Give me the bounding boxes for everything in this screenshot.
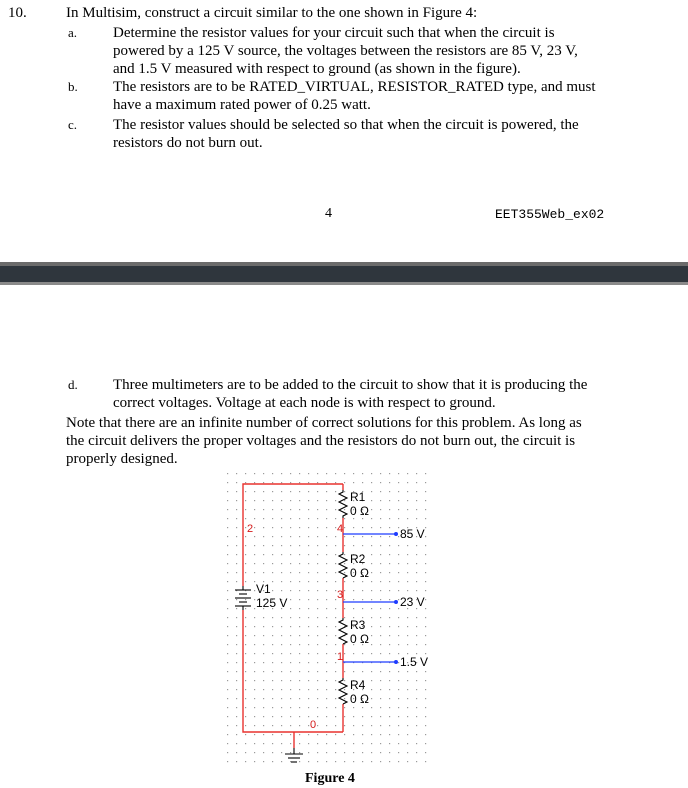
item-d-label: d.	[68, 377, 78, 392]
r1-value: 0 Ω	[350, 504, 369, 518]
page-separator	[0, 266, 688, 282]
note-line-1: Note that there are an infinite number of correct solutions for this problem. As long as	[66, 415, 582, 431]
item-d-line-2: correct voltages. Voltage at each node is with respect to ground.	[113, 395, 496, 411]
v1-name: V1	[256, 582, 271, 596]
grid-background	[224, 470, 434, 768]
figure-caption: Figure 4	[305, 771, 355, 786]
item-c-label: c.	[68, 117, 78, 132]
r2-value: 0 Ω	[350, 566, 369, 580]
v1-value: 125 V	[256, 596, 288, 610]
node-label-2: 2	[247, 523, 254, 535]
probe-dot-23v	[394, 600, 398, 604]
r2-name: R2	[350, 552, 366, 566]
node-label-3: 3	[337, 589, 344, 601]
item-c-line-1: The resistor values should be selected so that when the circuit is powered, the	[113, 117, 579, 133]
item-a-line-3: and 1.5 V measured with respect to ground (as shown in the figure).	[113, 61, 521, 77]
circuit-schematic	[224, 470, 434, 768]
r4-value: 0 Ω	[350, 692, 369, 706]
probe-1-5v-label: 1.5 V	[400, 655, 429, 669]
item-a-line-1: Determine the resistor values for your circuit such that when the circuit is	[113, 25, 555, 41]
note-line-2: the circuit delivers the proper voltages and the resistors do not burn out, the circuit is	[66, 433, 576, 449]
r4-name: R4	[350, 678, 366, 692]
node-label-0: 0	[310, 719, 317, 731]
item-b-label: b.	[68, 79, 78, 94]
item-b-line-1: The resistors are to be RATED_VIRTUAL, RESISTOR_RATED type, and must	[113, 79, 596, 95]
item-d-line-1: Three multimeters are to be added to the circuit to show that it is producing the	[113, 377, 588, 393]
footer-code: EET355Web_ex02	[495, 207, 605, 222]
item-c-line-2: resistors do not burn out.	[113, 135, 263, 151]
page-number: 4	[325, 206, 332, 221]
r3-name: R3	[350, 618, 366, 632]
probe-dot-1-5v	[394, 660, 398, 664]
node-label-1: 1	[337, 651, 344, 663]
page-separator-bottom	[0, 282, 688, 285]
item-a-label: a.	[68, 25, 78, 40]
probe-dot-85v	[394, 532, 398, 536]
probe-23v-label: 23 V	[400, 595, 425, 609]
item-b-line-2: have a maximum rated power of 0.25 watt.	[113, 97, 371, 113]
probe-85v-label: 85 V	[400, 527, 425, 541]
r3-value: 0 Ω	[350, 632, 369, 646]
r1-name: R1	[350, 490, 366, 504]
question-number: 10.	[8, 5, 27, 21]
note-line-3: properly designed.	[66, 451, 178, 467]
question-intro: In Multisim, construct a circuit similar to the one shown in Figure 4:	[66, 5, 478, 21]
node-label-4: 4	[337, 523, 344, 535]
item-a-line-2: powered by a 125 V source, the voltages between the resistors are 85 V, 23 V,	[113, 43, 578, 59]
battery-icon	[235, 586, 251, 610]
